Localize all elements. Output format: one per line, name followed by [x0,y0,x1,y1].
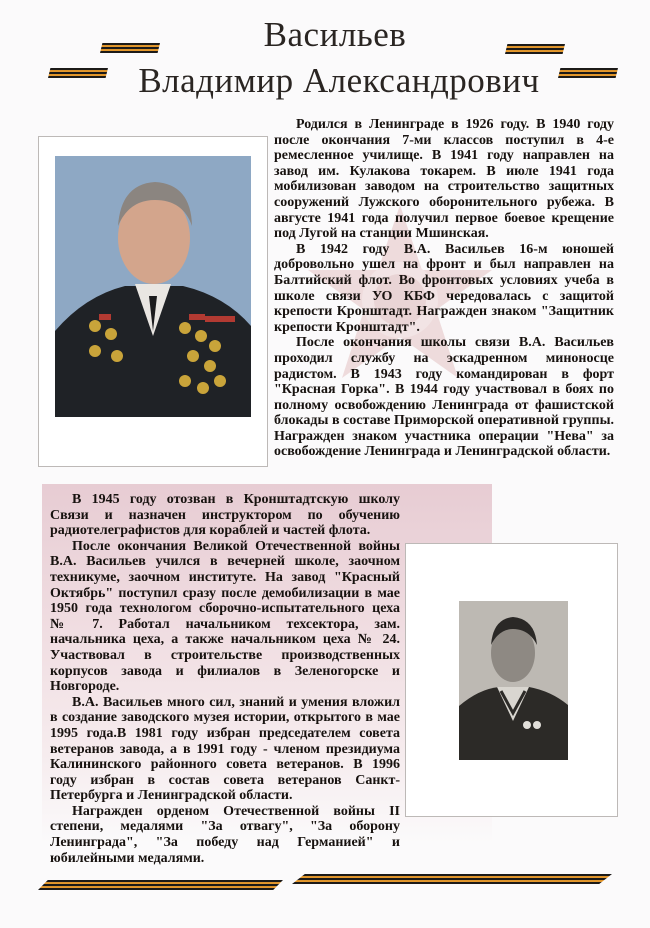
paragraph-service: После окончания школы связи В.А. Васильев проходил службу на эскадренном миноносце радистом. В 1943 году командирован в форт "Красная Горка". В 1944 году участвовал в боях по полному освобождению Ленинграда от фашистской блокады в составе Приморской оперативной группы. Награжден знаком участника операции "Нева" за освобождение Ленинграда и Ленинградской области. [274,335,614,460]
sailor-photo-frame [405,543,618,817]
biography-top-text [274,117,614,460]
paragraph-birth: Родился в Ленинграде в 1926 году. В 1940 году после окончания 7-ми классов поступил в 4-е ремесленное училище. В 1941 году направлен на завод им. Кулакова токарем. В июле 1941 года мобилизован заводом на строительство защитных сооружений Лужского оборонительного рубежа. В августе 1941 года получил первое боевое крещение под Лугой на станции Мшинская. [274,117,614,242]
paragraph-1942: В 1942 году В.А. Васильев 16-м юношей добровольно ушел на фронт и был направлен на Балтийский флот. Во фронтовых условиях учеба в школе связи УО КБФ чередовалась с защитой крепости Кронштадт. Награжден знаком "Защитник крепости Кронштадт". [274,241,614,335]
page-title-name: Владимир Александрович [138,61,540,100]
paragraph-1945: В 1945 году отозван в Кронштадтскую школу Связи и назначен инструктором по обучению радиотелеграфистов для кораблей и частей флота. [50,492,400,539]
portrait-photo-frame [38,136,268,467]
portrait-photo [55,156,251,417]
paragraph-awards: Награжден орденом Отечественной войны II степени, медалями "За отвагу", "За оборону Ленинграда", "За победу над Германией" и юбилейными медалями. [50,803,400,866]
ribbon-bottom-right [292,874,612,884]
biography-bottom-text [50,492,400,866]
sailor-photo [459,601,568,760]
page-title-surname: Васильев [263,15,407,54]
ribbon-bottom-left [38,880,283,890]
paragraph-postwar: После окончания Великой Отечественной войны В.А. Васильев учился в вечерней школе, заочном техникуме, заочном институте. На завод "Красный Октябрь" поступил сразу после демобилизации в мае 1950 года технологом сборочно-испытательного цеха № 7. Работал начальником техсектора, зам. начальника цеха, а также начальником цеха № 24. Участвовал в строительстве производственных корпусов завода и филиалов в Зеленогорске и Новгороде. [50,538,400,695]
paragraph-museum: В.А. Васильев много сил, знаний и умения вложил в создание заводского музея истории, открытого в мае 1995 года.В 1981 году избран председателем совета ветеранов завода, а в 1991 году - членом президиума Калининского районного совета ветеранов. В 1996 году избран в состав совета ветеранов Санкт-Петербурга и Ленинградской области. [50,694,400,804]
